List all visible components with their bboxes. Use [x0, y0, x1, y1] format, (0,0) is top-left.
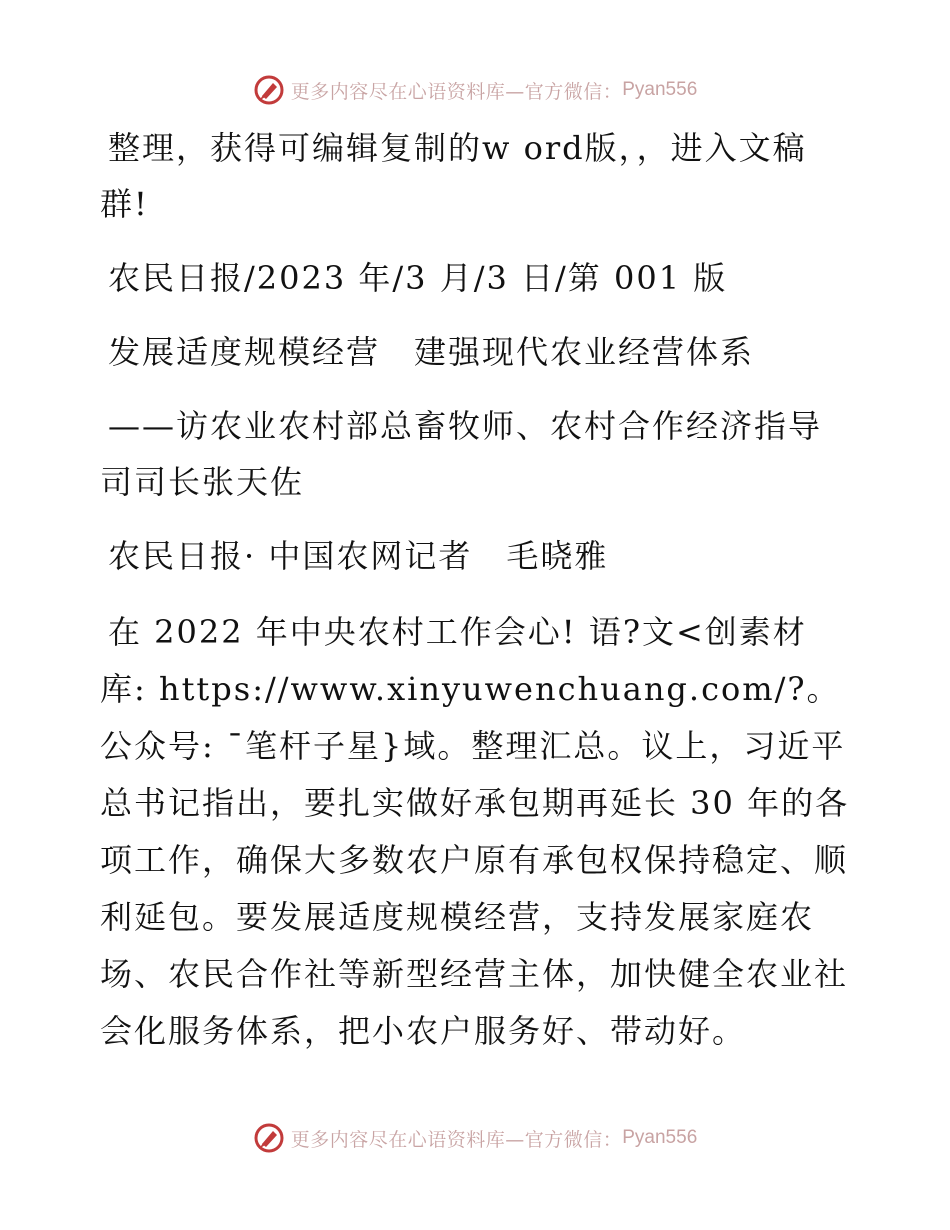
document-body — [100, 120, 850, 1060]
watermark-text: 更多内容尽在心语资料库—官方微信： — [290, 1128, 623, 1151]
byline: 农民日报· 中国农网记者 毛晓雅 — [108, 537, 609, 575]
headline: 发展适度规模经营 建强现代农业经营体系 — [108, 333, 755, 371]
dateline: 农民日报/2023 年/3 月/3 日/第 001 版 — [108, 259, 728, 297]
logo-icon — [253, 74, 285, 106]
watermark-text: 更多内容尽在心语资料库—官方微信： — [290, 80, 623, 103]
intro-text: 整理，获得可编辑复制的w ord版，，进入文稿群! — [100, 129, 807, 223]
subheadline: ——访农业农村部总畜牧师、农村合作经济指导司司长张天佐 — [100, 407, 823, 501]
logo-icon — [253, 1122, 285, 1154]
header-watermark — [0, 70, 950, 110]
body-paragraph: 在 2022 年中央农村工作会心! 语?文<创素材库: https://www.xinyuwenchuang.com/?。公众号: ¯笔杆子星}域。整理汇总。议上，习近平总书记指出，要扎实做好承包期再延长 30 年的各项工作，确保大多数农户原有承包权保持稳定、顺利延包。要发展适度规模经营，支持发展家庭农场、农民合作社等新型经营主体，加快健全农业社会化服务体系，把小农户服务好、带动好。 — [100, 613, 850, 1050]
watermark-wechat: Pyan556 — [622, 1127, 698, 1148]
footer-watermark — [0, 1118, 950, 1158]
watermark-wechat: Pyan556 — [622, 79, 698, 100]
